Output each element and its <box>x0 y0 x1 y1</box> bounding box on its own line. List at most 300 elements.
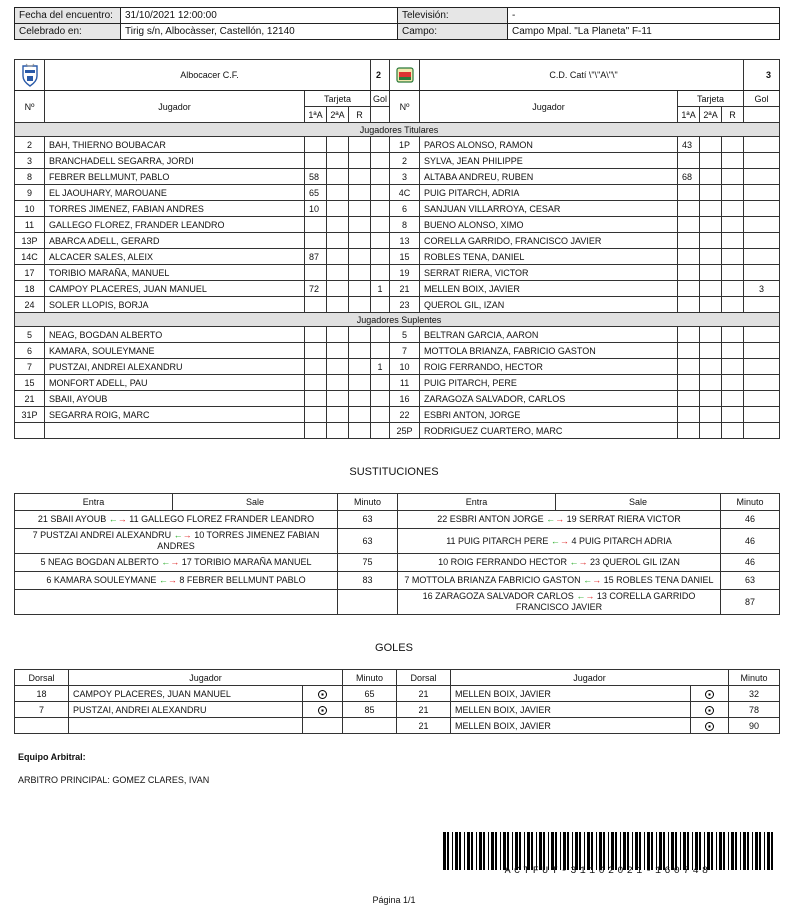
barcode-bar <box>615 832 617 870</box>
barcode-bar <box>452 832 453 870</box>
home-player-number: 17 <box>15 265 45 281</box>
barcode-bar <box>507 832 509 870</box>
home-yellow2 <box>327 249 349 265</box>
player-out: 17 TORIBIO MARAÑA MANUEL <box>181 557 312 567</box>
home-sub-minute: 75 <box>338 554 398 572</box>
away-player-name: QUEROL GIL, IZAN <box>420 297 678 313</box>
home-yellow1 <box>305 265 327 281</box>
barcode-bar <box>599 832 602 870</box>
home-team-name: Albocacer C.F. <box>45 60 371 91</box>
away-yellow1 <box>678 201 700 217</box>
home-r-header: R <box>349 107 371 123</box>
home-yellow1 <box>305 137 327 153</box>
away-player-name: PUIG PITARCH, PERE <box>420 375 678 391</box>
home-yellow1 <box>305 375 327 391</box>
home-yellow1: 87 <box>305 249 327 265</box>
away-goals <box>744 327 780 343</box>
away-red <box>722 169 744 185</box>
player-out: 23 QUEROL GIL IZAN <box>590 557 680 567</box>
barcode-bar <box>524 832 525 870</box>
away-yellow1 <box>678 407 700 423</box>
away-yellow1 <box>678 423 700 439</box>
home-red <box>349 281 371 297</box>
away-goal-ball <box>691 702 729 718</box>
away-yellow2 <box>700 265 722 281</box>
home-player-number: 15 <box>15 375 45 391</box>
barcode-bar <box>699 832 701 870</box>
away-yellow2 <box>700 423 722 439</box>
home-goals <box>371 249 390 265</box>
campo-label: Campo: <box>398 24 508 40</box>
away-goal-minute: 90 <box>729 718 780 734</box>
ball-icon <box>705 722 714 731</box>
barcode-bar <box>663 832 665 870</box>
barcode-bar <box>740 832 741 870</box>
barcode-bar <box>443 832 446 870</box>
away-goals <box>744 153 780 169</box>
player-row <box>15 281 780 297</box>
away-crest-icon <box>396 63 414 87</box>
home-player-name: MONFORT ADELL, PAU <box>45 375 305 391</box>
barcode-bar <box>579 832 581 870</box>
away-yellow1 <box>678 153 700 169</box>
away-sub-minute: 63 <box>721 572 780 590</box>
away-sub-minute: 87 <box>721 590 780 615</box>
barcode-bar <box>567 832 569 870</box>
home-player-name: TORIBIO MARAÑA, MANUEL <box>45 265 305 281</box>
barcode-bar <box>555 832 557 870</box>
home-goals: 1 <box>371 359 390 375</box>
home-red <box>349 327 371 343</box>
home-goals <box>371 375 390 391</box>
barcode-bar <box>728 832 729 870</box>
home-goal-player: CAMPOY PLACERES, JUAN MANUEL <box>69 686 303 702</box>
home-tarjeta-header: Tarjeta <box>305 91 371 107</box>
barcode-bar <box>659 832 662 870</box>
barcode-bar <box>668 832 669 870</box>
home-red <box>349 153 371 169</box>
home-goals <box>371 201 390 217</box>
barcode-bar <box>707 832 710 870</box>
match-info-table <box>14 7 780 40</box>
home-player-number: 11 <box>15 217 45 233</box>
away-player-number: 16 <box>390 391 420 407</box>
home-red <box>349 233 371 249</box>
away-player-name: SANJUAN VILLARROYA, CESAR <box>420 201 678 217</box>
away-player-name: PAROS ALONSO, RAMON <box>420 137 678 153</box>
home-goals <box>371 169 390 185</box>
player-in: 21 SBAII AYOUB <box>37 514 107 524</box>
home-player-number: 24 <box>15 297 45 313</box>
goal-row <box>15 718 780 734</box>
home-substitution <box>15 511 338 529</box>
player-out: 10 TORRES JIMENEZ FABIAN ANDRES <box>157 530 320 551</box>
home-red <box>349 185 371 201</box>
away-goal-dorsal: 21 <box>397 686 451 702</box>
away-player-name: PUIG PITARCH, ADRIA <box>420 185 678 201</box>
home-player-name: CAMPOY PLACERES, JUAN MANUEL <box>45 281 305 297</box>
celebrado-value: Tirig s/n, Albocàsser, Castellón, 12140 <box>121 24 398 40</box>
ball-icon <box>705 690 714 699</box>
home-crest <box>15 60 45 91</box>
home-yellow1: 58 <box>305 169 327 185</box>
home-yellow2 <box>327 297 349 313</box>
home-player-name: GALLEGO FLOREZ, FRANDER LEANDRO <box>45 217 305 233</box>
home-num-header: Nº <box>15 91 45 123</box>
away-player-number: 7 <box>390 343 420 359</box>
away-red <box>722 233 744 249</box>
home-yellow1: 10 <box>305 201 327 217</box>
home-player-number: 14C <box>15 249 45 265</box>
player-row <box>15 343 780 359</box>
player-row <box>15 185 780 201</box>
home-player-name: ALCACER SALES, ALEIX <box>45 249 305 265</box>
home-goal-player: PUSTZAI, ANDREI ALEXANDRU <box>69 702 303 718</box>
away-yellow1 <box>678 375 700 391</box>
home-sub-minute: 63 <box>338 511 398 529</box>
away-player-name: MOTTOLA BRIANZA, FABRICIO GASTON <box>420 343 678 359</box>
barcode-bar <box>603 832 605 870</box>
home-player-name: PUSTZAI, ANDREI ALEXANDRU <box>45 359 305 375</box>
home-red <box>349 137 371 153</box>
home-player-header: Jugador <box>45 91 305 123</box>
home-substitution <box>15 529 338 554</box>
home-yellow2 <box>327 375 349 391</box>
barcode-text: ACTFUT-31102021-160748 <box>504 866 712 877</box>
barcode-bar <box>632 832 633 870</box>
substitution-row <box>15 572 780 590</box>
away-red <box>722 137 744 153</box>
away-player-number: 19 <box>390 265 420 281</box>
barcode-bar <box>620 832 621 870</box>
barcode-bar <box>584 832 585 870</box>
home-red <box>349 217 371 233</box>
home-red <box>349 423 371 439</box>
away-yellow1 <box>678 265 700 281</box>
home-yellow1 <box>305 233 327 249</box>
away-goal-player: MELLEN BOIX, JAVIER <box>451 718 691 734</box>
suplentes-section <box>15 313 780 439</box>
home-yellow1 <box>305 407 327 423</box>
home-goal-minuto-header: Minuto <box>343 670 397 686</box>
away-t1-header: 1ªA <box>678 107 700 123</box>
home-player-number: 10 <box>15 201 45 217</box>
away-yellow2 <box>700 375 722 391</box>
home-red <box>349 359 371 375</box>
home-goal-dorsal: 7 <box>15 702 69 718</box>
player-out: 13 CORELLA GARRIDO FRANCISCO JAVIER <box>515 591 696 612</box>
away-goals <box>744 169 780 185</box>
home-entra-header: Entra <box>15 494 173 511</box>
swap-arrow-icon: ←→ <box>108 514 127 524</box>
barcode-bar <box>675 832 677 870</box>
away-yellow1 <box>678 327 700 343</box>
barcode-bar <box>591 832 593 870</box>
away-dorsal-header: Dorsal <box>397 670 451 686</box>
player-out: 19 SERRAT RIERA VICTOR <box>566 514 681 524</box>
substitutions-table <box>14 493 780 615</box>
away-yellow1: 68 <box>678 169 700 185</box>
barcode-bar <box>479 832 482 870</box>
home-goal-minute <box>343 718 397 734</box>
player-row <box>15 217 780 233</box>
home-red <box>349 375 371 391</box>
away-red <box>722 265 744 281</box>
player-row <box>15 297 780 313</box>
home-red <box>349 249 371 265</box>
away-yellow2 <box>700 407 722 423</box>
home-sub-minute: 83 <box>338 572 398 590</box>
barcode-bar <box>447 832 449 870</box>
home-yellow2 <box>327 327 349 343</box>
barcode-bar <box>695 832 698 870</box>
home-crest-icon <box>21 63 39 87</box>
away-substitution <box>398 554 721 572</box>
away-red <box>722 343 744 359</box>
barcode-bar <box>471 832 473 870</box>
away-goals <box>744 423 780 439</box>
home-t1-header: 1ªA <box>305 107 327 123</box>
away-yellow1: 43 <box>678 137 700 153</box>
home-player-name: EL JAOUHARY, MAROUANE <box>45 185 305 201</box>
home-player-number: 18 <box>15 281 45 297</box>
away-red <box>722 281 744 297</box>
away-sub-minute: 46 <box>721 511 780 529</box>
away-yellow1 <box>678 343 700 359</box>
player-row <box>15 169 780 185</box>
barcode-bar <box>671 832 674 870</box>
barcode-bar <box>635 832 638 870</box>
player-row <box>15 233 780 249</box>
away-sub-minute: 46 <box>721 554 780 572</box>
home-player-number: 13P <box>15 233 45 249</box>
home-goal-player <box>69 718 303 734</box>
barcode-bar <box>464 832 465 870</box>
home-goals <box>371 185 390 201</box>
barcode-bar <box>488 832 489 870</box>
barcode-bar <box>572 832 573 870</box>
away-substitution <box>398 529 721 554</box>
away-player-number: 21 <box>390 281 420 297</box>
away-player-number: 23 <box>390 297 420 313</box>
home-yellow2 <box>327 343 349 359</box>
player-row <box>15 423 780 439</box>
barcode-bar <box>536 832 537 870</box>
away-goal-dorsal: 21 <box>397 718 451 734</box>
home-sub-minute: 63 <box>338 529 398 554</box>
away-player-number: 8 <box>390 217 420 233</box>
suplentes-header: Jugadores Suplentes <box>15 313 780 327</box>
player-row <box>15 137 780 153</box>
home-player-name: SEGARRA ROIG, MARC <box>45 407 305 423</box>
swap-arrow-icon: ←→ <box>173 530 192 540</box>
away-goal-player: MELLEN BOIX, JAVIER <box>451 686 691 702</box>
barcode-bar <box>483 832 485 870</box>
away-player-name: BUENO ALONSO, XIMO <box>420 217 678 233</box>
barcode-bar <box>563 832 566 870</box>
barcode-bar <box>476 832 477 870</box>
away-goal-minute: 32 <box>729 686 780 702</box>
away-goals <box>744 137 780 153</box>
away-player-name: CORELLA GARRIDO, FRANCISCO JAVIER <box>420 233 678 249</box>
player-row <box>15 153 780 169</box>
referee-principal: ARBITRO PRINCIPAL: GOMEZ CLARES, IVAN <box>18 775 210 785</box>
away-score: 3 <box>744 60 780 91</box>
barcode-bar <box>527 832 530 870</box>
barcode-bar <box>731 832 734 870</box>
home-yellow1: 72 <box>305 281 327 297</box>
home-red <box>349 297 371 313</box>
home-yellow2 <box>327 265 349 281</box>
tv-label: Televisión: <box>398 8 508 24</box>
home-red <box>349 265 371 281</box>
home-yellow2 <box>327 153 349 169</box>
home-goals <box>371 391 390 407</box>
home-sale-header: Sale <box>173 494 338 511</box>
home-sub-minute <box>338 590 398 615</box>
ball-icon <box>318 706 327 715</box>
home-goals <box>371 153 390 169</box>
barcode-bar <box>455 832 458 870</box>
home-player-name: BRANCHADELL SEGARRA, JORDI <box>45 153 305 169</box>
away-player-name: ALTABA ANDREU, RUBEN <box>420 169 678 185</box>
home-goals <box>371 407 390 423</box>
home-substitution <box>15 590 338 615</box>
away-yellow1 <box>678 391 700 407</box>
away-goal-minute: 78 <box>729 702 780 718</box>
barcode-bar <box>611 832 614 870</box>
away-yellow2 <box>700 297 722 313</box>
home-yellow1 <box>305 217 327 233</box>
goals-table <box>14 669 780 734</box>
home-player-number: 7 <box>15 359 45 375</box>
titulares-section <box>15 123 780 313</box>
away-player-number: 1P <box>390 137 420 153</box>
away-goals: 3 <box>744 281 780 297</box>
barcode-bar <box>531 832 533 870</box>
barcode-bar <box>719 832 722 870</box>
away-gol-header: Gol <box>744 91 780 107</box>
away-player-number: 22 <box>390 407 420 423</box>
home-player-number <box>15 423 45 439</box>
away-player-number: 10 <box>390 359 420 375</box>
player-row <box>15 249 780 265</box>
barcode-bar <box>767 832 770 870</box>
away-goal-dorsal: 21 <box>397 702 451 718</box>
away-yellow2 <box>700 249 722 265</box>
player-row <box>15 265 780 281</box>
barcode-bar <box>548 832 549 870</box>
player-in: 7 MOTTOLA BRIANZA FABRICIO GASTON <box>404 575 581 585</box>
home-red <box>349 169 371 185</box>
barcode-bar <box>656 832 657 870</box>
away-player-number: 11 <box>390 375 420 391</box>
away-player-number: 2 <box>390 153 420 169</box>
away-goal-minuto-header: Minuto <box>729 670 780 686</box>
home-player-name: BAH, THIERNO BOUBACAR <box>45 137 305 153</box>
barcode-bar <box>623 832 626 870</box>
away-player-name: ROBLES TENA, DANIEL <box>420 249 678 265</box>
away-goals <box>744 375 780 391</box>
away-yellow2 <box>700 217 722 233</box>
barcode-bar <box>752 832 753 870</box>
tv-value: - <box>508 8 780 24</box>
home-substitution <box>15 554 338 572</box>
swap-arrow-icon: ←→ <box>550 535 569 546</box>
away-r-header: R <box>722 107 744 123</box>
away-goals <box>744 359 780 375</box>
away-player-name: SYLVA, JEAN PHILIPPE <box>420 153 678 169</box>
away-goals <box>744 297 780 313</box>
away-player-header: Jugador <box>420 91 678 123</box>
fecha-value: 31/10/2021 12:00:00 <box>121 8 398 24</box>
away-red <box>722 217 744 233</box>
home-yellow2 <box>327 137 349 153</box>
home-yellow1 <box>305 391 327 407</box>
away-num-header: Nº <box>390 91 420 123</box>
home-gol-header: Gol <box>371 91 390 107</box>
barcode-bar <box>687 832 689 870</box>
barcode-bar <box>723 832 725 870</box>
home-player-number: 6 <box>15 343 45 359</box>
home-goals <box>371 423 390 439</box>
home-goals <box>371 327 390 343</box>
home-yellow2 <box>327 233 349 249</box>
barcode-bar <box>543 832 545 870</box>
celebrado-label: Celebrado en: <box>15 24 121 40</box>
away-player-number: 13 <box>390 233 420 249</box>
away-goals <box>744 343 780 359</box>
home-goal-dorsal <box>15 718 69 734</box>
away-minuto-header: Minuto <box>721 494 780 511</box>
away-red <box>722 249 744 265</box>
player-in: 11 PUIG PITARCH PERE <box>446 535 549 546</box>
away-red <box>722 359 744 375</box>
barcode-bar <box>651 832 653 870</box>
home-player-number: 21 <box>15 391 45 407</box>
away-player-name: RODRIGUEZ CUARTERO, MARC <box>420 423 678 439</box>
away-player-name: ROIG FERRANDO, HECTOR <box>420 359 678 375</box>
barcode-bar <box>491 832 494 870</box>
home-player-number: 3 <box>15 153 45 169</box>
away-yellow2 <box>700 185 722 201</box>
away-goals <box>744 407 780 423</box>
home-goal-player-header: Jugador <box>69 670 343 686</box>
player-row <box>15 327 780 343</box>
barcode-bar <box>759 832 761 870</box>
away-team-name: C.D. Catí \"\"A\"\" <box>420 60 744 91</box>
away-red <box>722 423 744 439</box>
away-yellow1 <box>678 281 700 297</box>
home-yellow1 <box>305 297 327 313</box>
home-goals <box>371 233 390 249</box>
player-out: 8 FEBRER BELLMUNT PABLO <box>179 575 306 585</box>
goal-row <box>15 686 780 702</box>
barcode-bar <box>539 832 542 870</box>
barcode-bar <box>560 832 561 870</box>
home-goals <box>371 297 390 313</box>
barcode-bar <box>692 832 693 870</box>
away-yellow2 <box>700 327 722 343</box>
goal-row <box>15 702 780 718</box>
swap-arrow-icon: ←→ <box>569 557 588 567</box>
away-crest <box>390 60 420 91</box>
player-in: 16 ZARAGOZA SALVADOR CARLOS <box>422 591 574 601</box>
away-yellow1 <box>678 297 700 313</box>
player-out: 4 PUIG PITARCH ADRIA <box>571 535 672 546</box>
barcode-bar <box>755 832 758 870</box>
home-goal-minute: 65 <box>343 686 397 702</box>
